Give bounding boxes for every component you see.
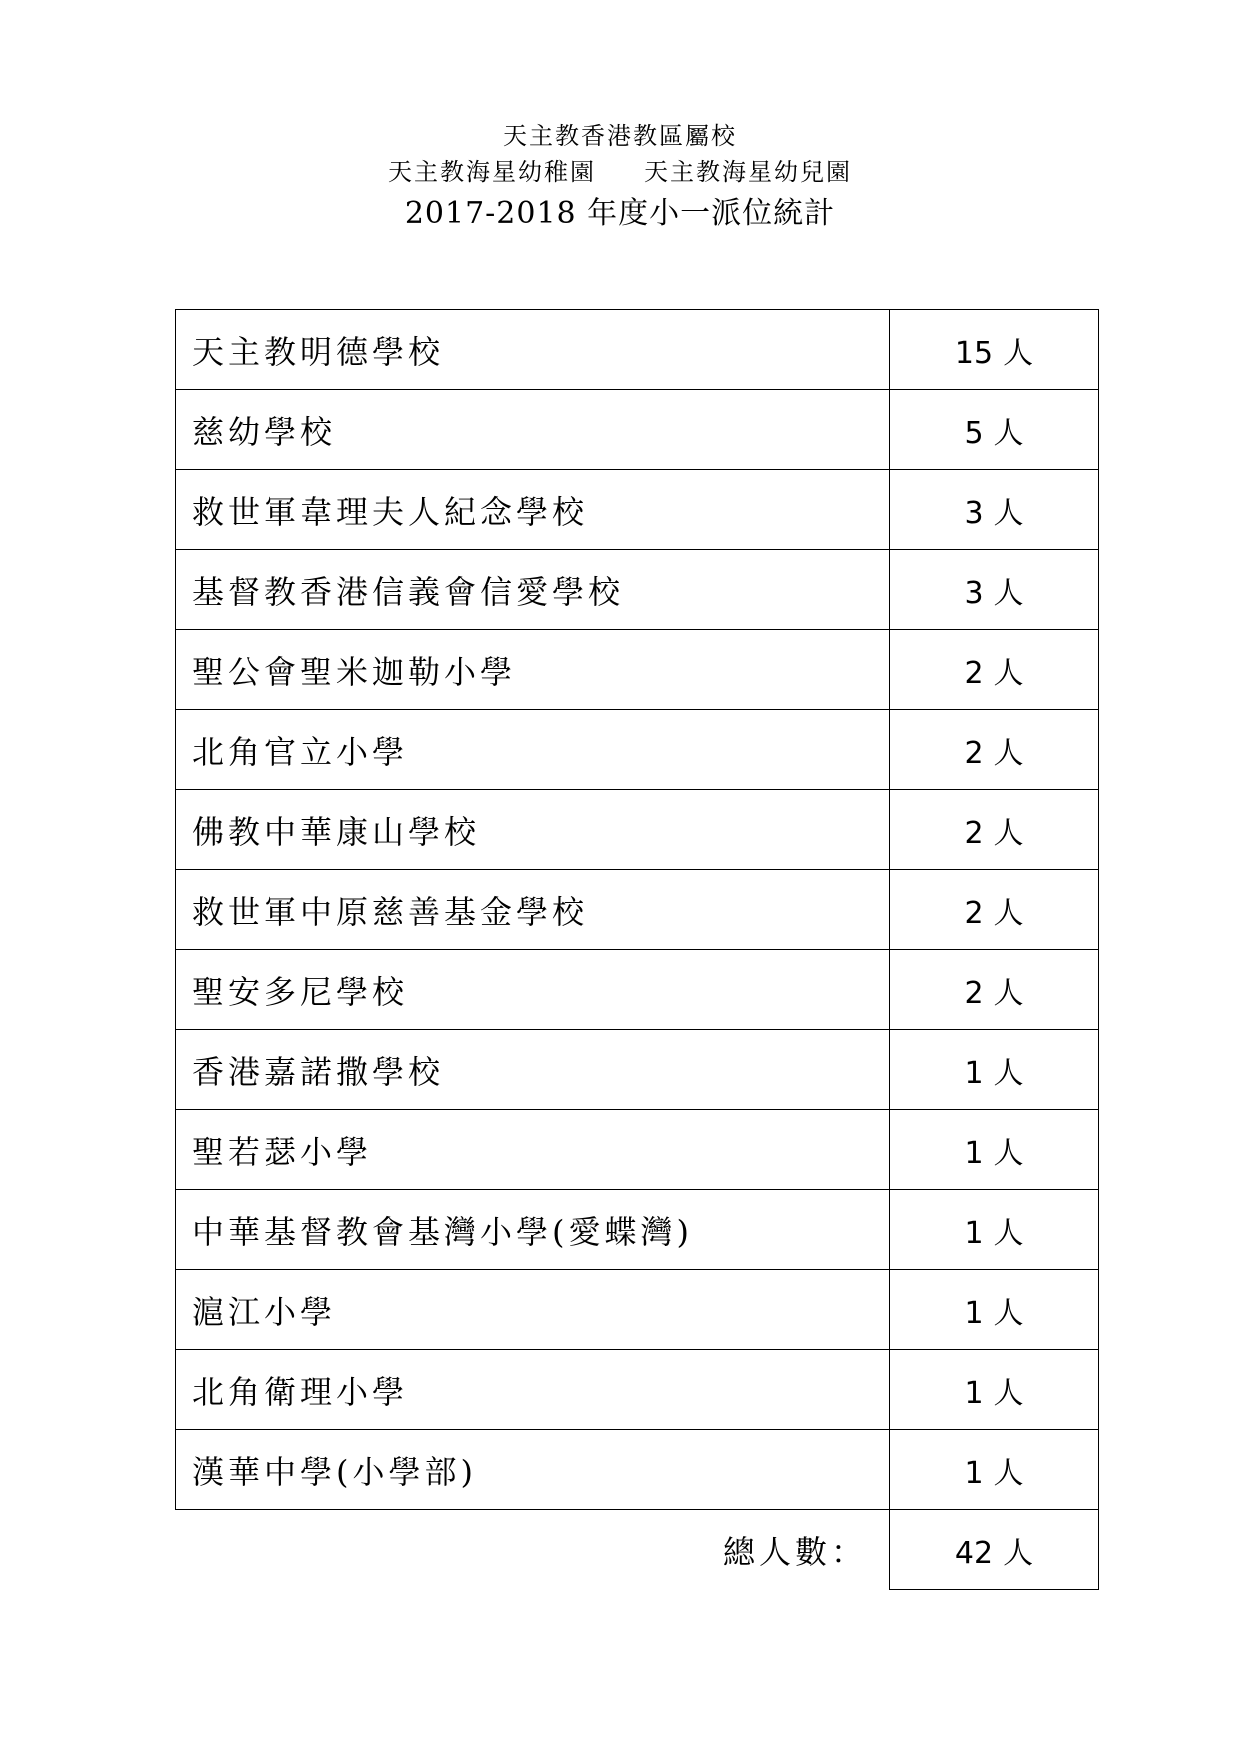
count-unit: 人	[993, 735, 1024, 771]
school-name: 聖安多尼學校	[176, 950, 890, 1030]
student-count: 1	[964, 1295, 984, 1331]
school-name: 香港嘉諾撒學校	[176, 1030, 890, 1110]
student-count-cell	[890, 630, 1099, 710]
student-count-cell	[890, 550, 1099, 630]
school-name: 聖若瑟小學	[176, 1110, 890, 1190]
count-unit: 人	[993, 1295, 1024, 1331]
total-unit: 人	[1003, 1535, 1034, 1571]
student-count: 2	[964, 735, 984, 771]
total-count: 42	[954, 1535, 994, 1571]
document-title: 2017-2018 年度小一派位統計	[404, 196, 836, 231]
school-name: 漢華中學(小學部)	[176, 1430, 890, 1510]
count-unit: 人	[993, 1455, 1024, 1491]
student-count: 15	[954, 335, 994, 371]
table-row	[176, 1110, 1099, 1190]
count-unit: 人	[993, 575, 1024, 611]
student-count-cell	[890, 1190, 1099, 1270]
table-row	[176, 1350, 1099, 1430]
count-unit: 人	[993, 495, 1024, 531]
student-count-cell	[890, 710, 1099, 790]
count-unit: 人	[1003, 335, 1034, 371]
count-unit: 人	[993, 895, 1024, 931]
student-count-cell	[890, 390, 1099, 470]
school-name: 基督教香港信義會信愛學校	[176, 550, 890, 630]
school-name: 北角官立小學	[176, 710, 890, 790]
student-count-cell	[890, 1350, 1099, 1430]
school-name: 北角衛理小學	[176, 1350, 890, 1430]
student-count: 1	[964, 1135, 984, 1171]
student-count: 2	[964, 815, 984, 851]
count-unit: 人	[993, 1375, 1024, 1411]
table-row	[176, 1030, 1099, 1110]
total-count-cell	[890, 1510, 1099, 1590]
table-row	[176, 390, 1099, 470]
school-name: 中華基督教會基灣小學(愛蝶灣)	[176, 1190, 890, 1270]
student-count: 2	[964, 655, 984, 691]
count-unit: 人	[993, 655, 1024, 691]
student-count-cell	[890, 1110, 1099, 1190]
kindergarten-names	[0, 154, 1240, 190]
count-unit: 人	[993, 815, 1024, 851]
total-row	[176, 1510, 1099, 1590]
table-row	[176, 710, 1099, 790]
count-unit: 人	[993, 1215, 1024, 1251]
student-count-cell	[890, 950, 1099, 1030]
school-name: 救世軍中原慈善基金學校	[176, 870, 890, 950]
kindergarten-name-1: 天主教海星幼稚園	[388, 158, 596, 186]
student-count: 1	[964, 1455, 984, 1491]
student-count: 3	[964, 495, 984, 531]
student-count-cell	[890, 470, 1099, 550]
table-row	[176, 790, 1099, 870]
student-count: 2	[964, 895, 984, 931]
table-row	[176, 1190, 1099, 1270]
total-label: 總人數：	[722, 1532, 867, 1571]
school-name: 慈幼學校	[176, 390, 890, 470]
student-count: 3	[964, 575, 984, 611]
diocese-title: 天主教香港教區屬校	[503, 122, 737, 150]
student-count: 1	[964, 1055, 984, 1091]
count-unit: 人	[993, 415, 1024, 451]
student-count: 1	[964, 1375, 984, 1411]
allocation-table	[175, 309, 1099, 1590]
student-count-cell	[890, 870, 1099, 950]
school-name: 滬江小學	[176, 1270, 890, 1350]
student-count-cell	[890, 1270, 1099, 1350]
table-row	[176, 1430, 1099, 1510]
count-unit: 人	[993, 1055, 1024, 1091]
school-name: 救世軍韋理夫人紀念學校	[176, 470, 890, 550]
student-count: 5	[964, 415, 984, 451]
student-count: 2	[964, 975, 984, 1011]
table-row	[176, 870, 1099, 950]
table-row	[176, 470, 1099, 550]
school-name: 佛教中華康山學校	[176, 790, 890, 870]
count-unit: 人	[993, 975, 1024, 1011]
school-name: 天主教明德學校	[176, 310, 890, 390]
school-name: 聖公會聖米迦勒小學	[176, 630, 890, 710]
count-unit: 人	[993, 1135, 1024, 1171]
student-count-cell	[890, 310, 1099, 390]
table-row	[176, 550, 1099, 630]
student-count-cell	[890, 1430, 1099, 1510]
kindergarten-name-2: 天主教海星幼兒園	[644, 158, 852, 186]
table-row	[176, 310, 1099, 390]
student-count-cell	[890, 1030, 1099, 1110]
table-row	[176, 630, 1099, 710]
table-row	[176, 950, 1099, 1030]
student-count: 1	[964, 1215, 984, 1251]
student-count-cell	[890, 790, 1099, 870]
table-row	[176, 1270, 1099, 1350]
document-header	[0, 118, 1240, 236]
